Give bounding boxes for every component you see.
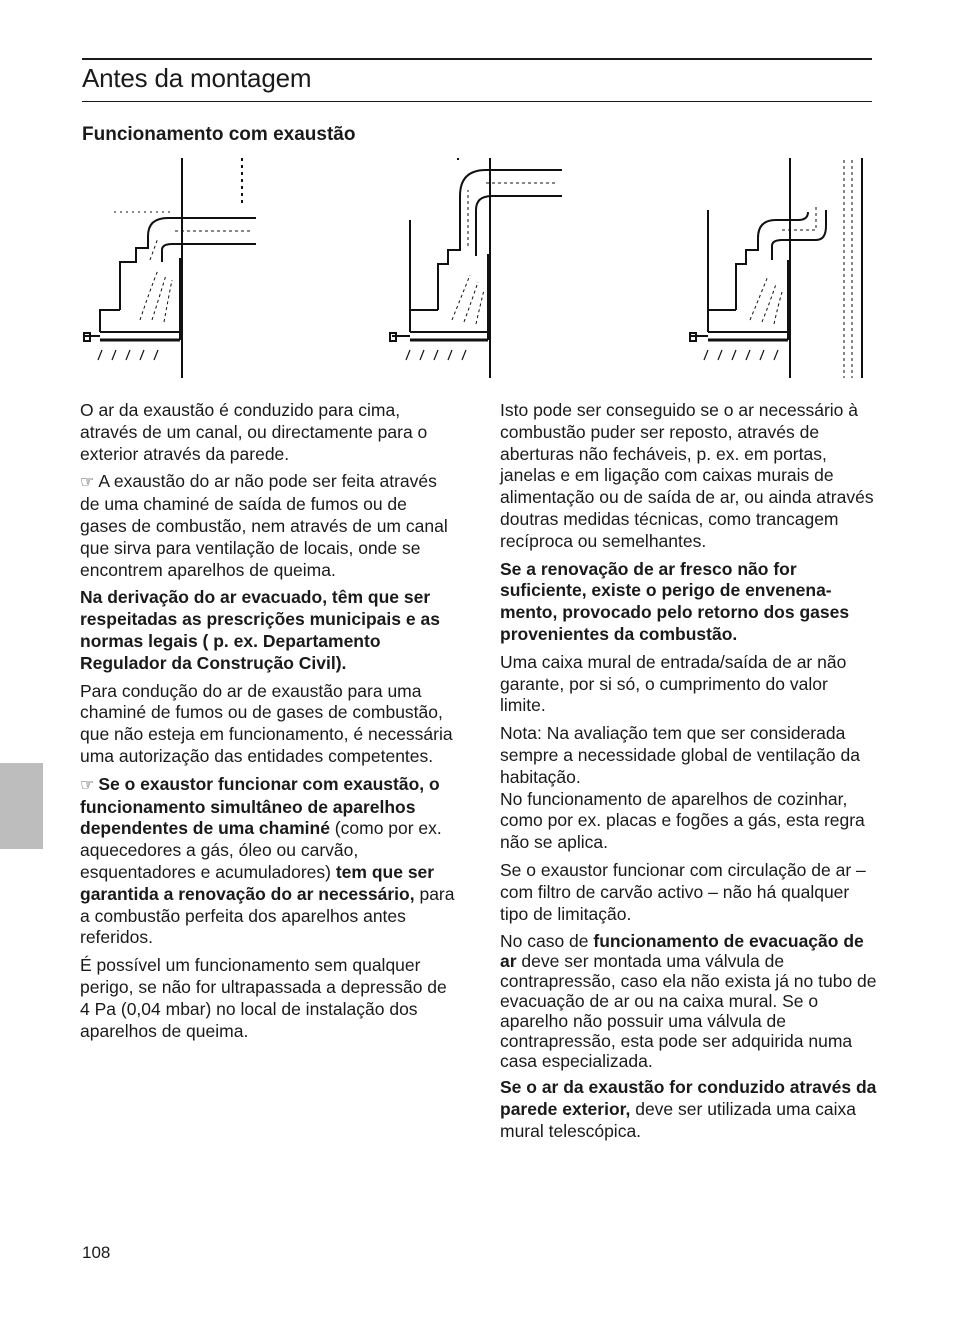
pointing-hand-icon: ☞ — [80, 474, 95, 492]
note-text: Nota: Na avaliação tem que ser considerada sempre a necessidade global de ventilação da habitação. — [500, 723, 860, 787]
bold-text: Se o exaustor funcionar com exaustão, o funcionamento simultâneo de aparelhos dependentes de uma chaminé — [80, 773, 440, 839]
bold-text: Se o ar da exaustão for conduzido através da parede exterior, — [500, 1077, 877, 1120]
left-column — [80, 400, 458, 1048]
bold-text: tem que ser garantida a renovação do ar necessário, — [80, 861, 435, 904]
figure-exhaust-duct-horizontal — [80, 150, 260, 382]
warning-paragraph — [80, 774, 458, 949]
paragraph: Isto pode ser conseguido se o ar necessário à combustão puder ser reposto, através de aberturas não fecháveis, p. ex. em portas, janelas e em ligação com caixas murais de alimentação ou de saída de ar, ou ainda através doutras medidas técnicas, como trancagem recíproca ou semelhantes. — [500, 400, 874, 551]
note-paragraph — [500, 723, 878, 854]
chapter-side-tab — [0, 763, 43, 849]
header-rule-bottom — [82, 101, 872, 102]
paragraph: O ar da exaustão é conduzido para cima, através de um canal, ou directamente para o exterior através da parede. — [80, 400, 428, 464]
paragraph: É possível um funcionamento sem qualquer perigo, se não for ultrapassada a depressão de 4 Pa (0,04 mbar) no local de instalação dos aparelhos de queima. — [80, 955, 447, 1041]
figure-exhaust-duct-chimney — [686, 150, 866, 382]
note-text: No funcionamento de aparelhos de cozinhar, como por ex. placas e fogões a gás, esta regra não se aplica. — [500, 788, 865, 853]
paragraph — [500, 1077, 878, 1142]
text: deve ser utilizada uma caixa mural telescópica. — [500, 1099, 857, 1141]
figure-exhaust-duct-up-over — [386, 150, 566, 382]
paragraph: Se o exaustor funcionar com circulação de ar – com filtro de carvão activo – não há qualquer tipo de limitação. — [500, 859, 866, 924]
text: No caso de — [500, 931, 594, 952]
right-column — [500, 400, 878, 1149]
pointing-hand-icon: ☞ — [80, 776, 95, 794]
header-rule-top — [82, 58, 872, 60]
page-number: 108 — [82, 1243, 111, 1262]
bold-paragraph: Se a renovação de ar fresco não for suficiente, existe o perigo de envenena-mento, provocado pelo retorno dos gases provenientes da combustão. — [500, 558, 850, 644]
page-title: Antes da montagem — [82, 63, 312, 93]
text: deve ser montada uma válvula de contrapressão, caso ela não exista já no tubo de evacuação de ar ou na caixa mural. Se o aparelho não possuir uma válvula de contrapressão, esta pode ser adquirida numa casa especializada. — [500, 951, 877, 1072]
paragraph: Para condução do ar de exaustão para uma chaminé de fumos ou de gases de combustão, que não esteja em funcionamento, é necessária uma autorização das entidades competentes. — [80, 680, 453, 766]
text: (como por ex. aquecedores a gás, óleo ou carvão, esquentadores e acumuladores) — [80, 818, 442, 882]
bold-text: funcionamento de evacuação de ar — [500, 931, 864, 972]
warning-text: A exaustão do ar não pode ser feita através de uma chaminé de saída de fumos ou de gases de combustão, nem através de um canal que sirva para ventilação de locais, onde se encontrem aparelhos de queima. — [80, 471, 448, 580]
bold-paragraph: Na derivação do ar evacuado, têm que ser respeitadas as prescrições municipais e as normas legais ( p. ex. Departamento Regulador da Construção Civil). — [80, 587, 440, 673]
paragraph — [500, 931, 878, 1071]
text: para a combustão perfeita dos aparelhos antes referidos. — [80, 883, 455, 948]
warning-paragraph — [80, 471, 458, 581]
section-title: Funcionamento com exaustão — [82, 124, 356, 145]
paragraph: Uma caixa mural de entrada/saída de ar não garante, por si só, o cumprimento do valor limite. — [500, 651, 847, 716]
